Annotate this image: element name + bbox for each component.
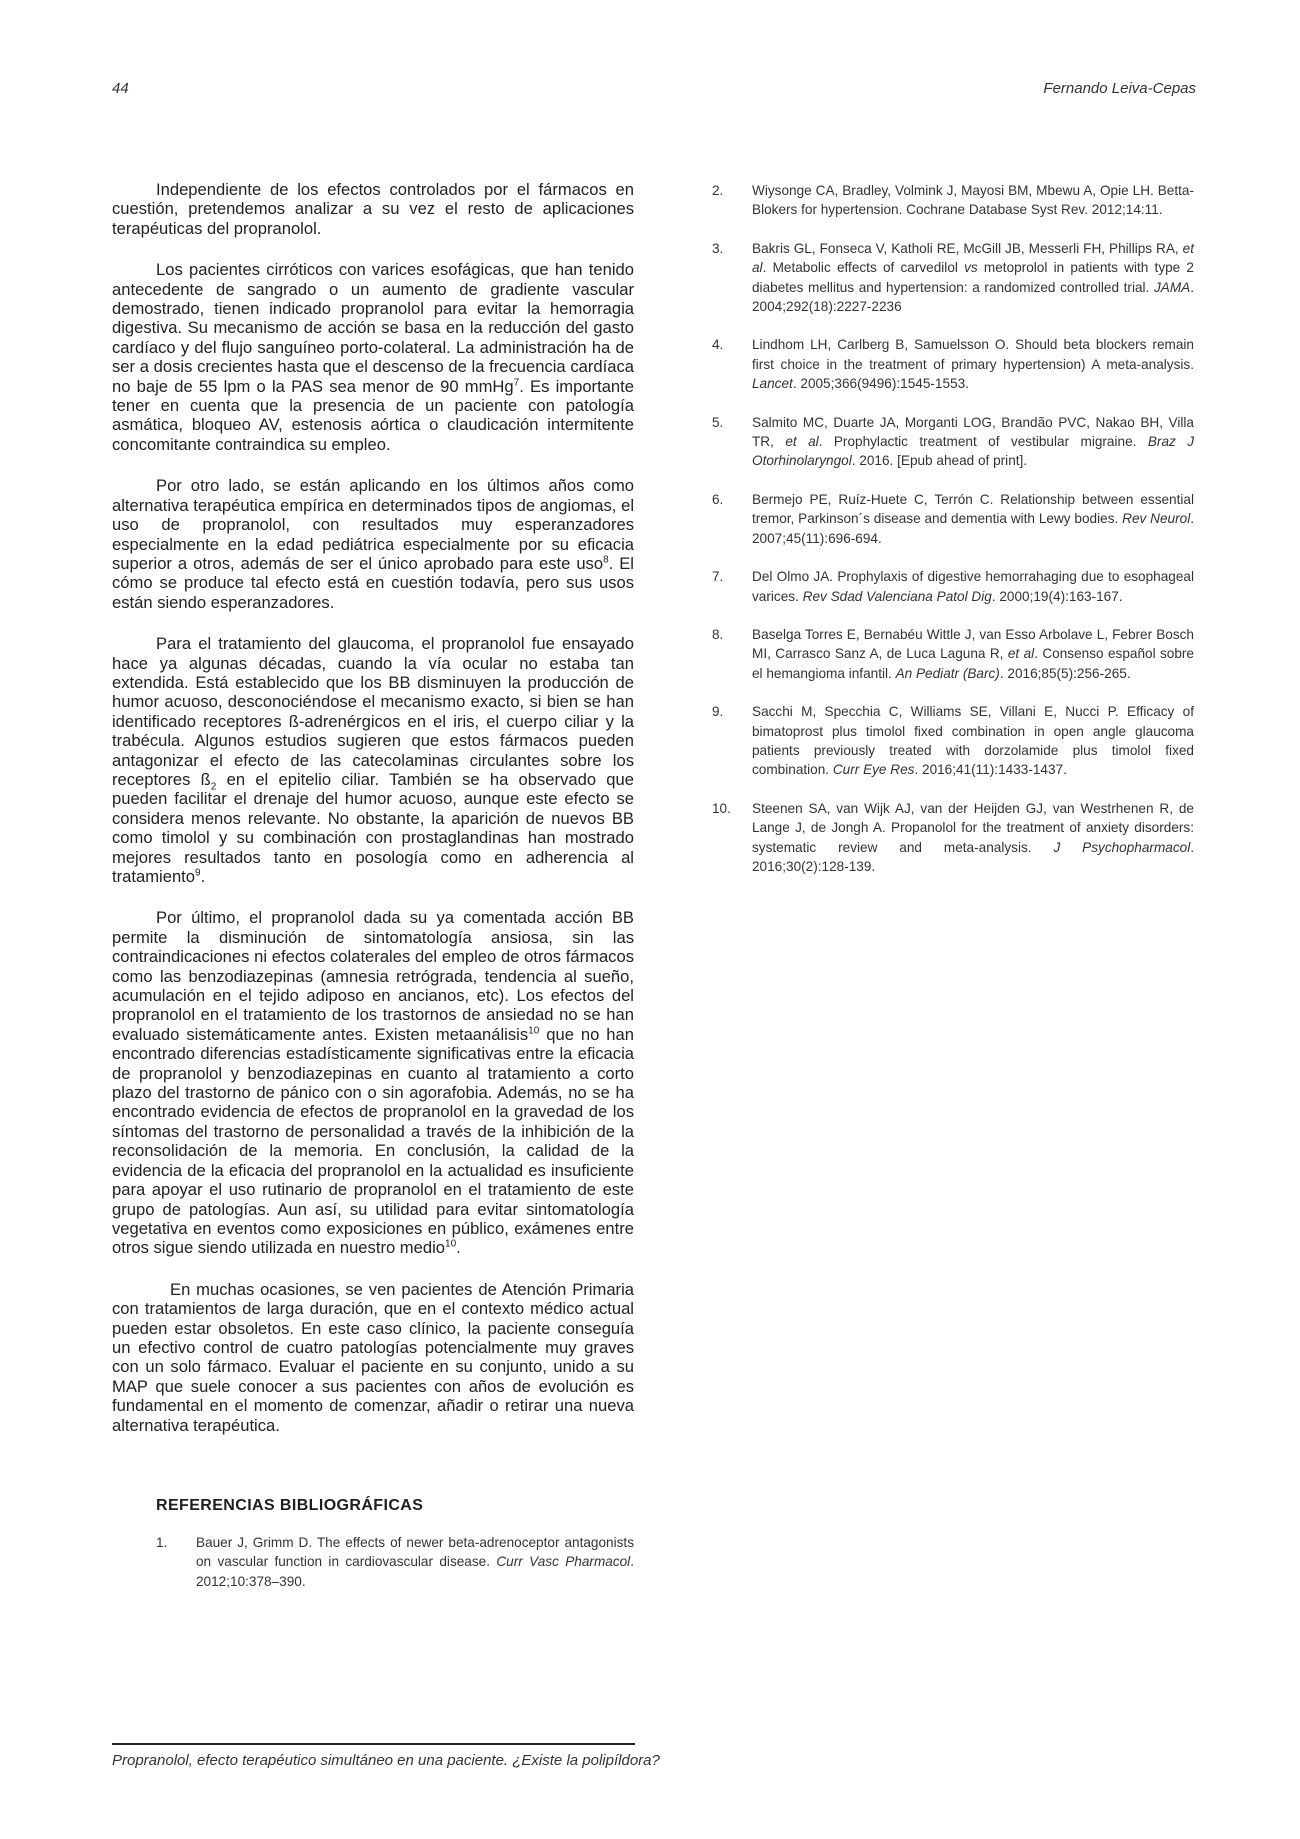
body-paragraph-4: Para el tratamiento del glaucoma, el propranolol fue ensayado hace ya algunas décadas, cuando la vía ocular no estaba tan extendida. Está establecido que los BB disminuyen la producción de humor acuoso, desconociéndose el mecanismo exacto, si bien se han identificado receptores ß-adrenérgicos en el iris, el cuerpo ciliar y la trabécula. Algunos estudios sugieren que estos fármacos pueden antagonizar el efecto de las catecolaminas circulantes sobre los receptores $ß_2$ en el epitelio ciliar. También se ha observado que pueden facilitar el drenaje del humor acuoso, aunque este efecto se considera menos relevante. No obstante, la aparición de nuevos BB como timolol y su combinación con prostaglandinas han mostrado mejores resultados tanto en posología como en adherencia al tratamiento$^9$. xyxy=(112,634,634,886)
body-paragraph-3: Por otro lado, se están aplicando en los últimos años como alternativa terapéutica empírica en determinados tipos de angiomas, el uso de propranolol, con resultados muy esperanzadores especialmente en la edad pediátrica especialmente por su eficacia superior a otros, además de ser el único aprobado para este uso$^8$. El cómo se produce tal efecto está en cuestión todavía, pero sus usos están siendo esperanzadores. xyxy=(112,476,634,612)
footer-rule xyxy=(112,1743,635,1745)
citation-superscript: 9 xyxy=(195,867,201,879)
citation-superscript: 10 xyxy=(445,1238,457,1250)
reference-item: 8. Baselga Torres E, Bernabéu Wittle J, van Esso Arbolave L, Febrer Bosch MI, Carrasco Sanz A, de Luca Laguna R, et al. Consenso español sobre el hemangioma infantil. An Pediatr (Barc). 2016;85(5):256-265. xyxy=(712,626,1194,681)
reference-item: 3. Bakris GL, Fonseca V, Katholi RE, McGill JB, Messerli FH, Phillips RA, et al. Metabolic effects of carvedilol vs metoprolol in patients with type 2 diabetes mellitus and hypertension: a randomized controlled trial. JAMA. 2004;292(18):2227-2236 xyxy=(712,240,1194,315)
reference-item: 1. Bauer J, Grimm D. The effects of newer beta-adrenoceptor antagonists on vascular function in cardiovascular disease. Curr Vasc Pharmacol. 2012;10:378–390. xyxy=(156,1534,634,1589)
body-paragraph-2: Los pacientes cirróticos con varices esofágicas, que han tenido antecedente de sangrado o un aumento de gradiente vascular demostrado, tienen indicado propranolol para evitar la hemorragia digestiva. Su mecanismo de acción se basa en la reducción del gasto cardíaco y del flujo sanguíneo porto-colateral. La administración ha de ser a dosis crecientes hasta que el descenso de la frecuencia cardíaca no baje de 55 lpm o la PAS sea menor de 90 mmHg$^7$. Es importante tener en cuenta que la presencia de un paciente con patología asmática, bloqueo AV, estenosis aórtica o claudicación intermitente concomitante contraindica su empleo. xyxy=(112,260,634,454)
subscript: 2 xyxy=(210,781,217,793)
reference-item: 10. Steenen SA, van Wijk AJ, van der Heijden GJ, van Westrhenen R, de Lange J, de Jongh A. Propanolol for the treatment of anxiety disorders: systematic review and meta-analysis. J Psychopharmacol. 2016;30(2):128-139. xyxy=(712,800,1194,874)
reference-item: 6. Bermejo PE, Ruíz-Huete C, Terrón C. Relationship between essential tremor, Parkinson´s disease and dementia with Lewy bodies. Rev Neurol. 2007;45(11):696-694. xyxy=(712,491,1194,546)
right-column xyxy=(712,181,1194,895)
citation-superscript: 7 xyxy=(513,377,520,389)
footer-article-title: Propranolol, efecto terapéutico simultáneo en una paciente. ¿Existe la polipíldora? xyxy=(112,1752,660,1769)
reference-item: 2. Wiysonge CA, Bradley, Volmink J, Mayosi BM, Mbewu A, Opie LH. Betta- Blokers for hypertension. Cochrane Database Syst Rev. 2012;14:11. xyxy=(712,183,1194,218)
reference-item: 4. Lindhom LH, Carlberg B, Samuelsson O. Should beta blockers remain first choice in the treatment of primary hypertension) A meta-analysis. Lancet. 2005;366(9496):1545-1553. xyxy=(712,337,1194,392)
body-paragraph-5: Por último, el propranolol dada su ya comentada acción BB permite la disminución de sintomatología ansiosa, sin las contraindicaciones ni efectos colaterales del empleo de otros fármacos como las benzodiazepinas (amnesia retrógrada, tendencia al sueño, acumulación en el tejido adiposo en ancianos, etc). Los efectos del propranolol en el tratamiento de los trastornos de ansiedad no se han evaluado sistemáticamente antes. Existen metaanálisis$^{10}$ que no han encontrado diferencias estadísticamente significativas entre la eficacia de propranolol y benzodiazepinas en cuanto al tratamiento a corto plazo del trastorno de pánico con o sin agorafobia. Además, no se ha encontrado evidencia de efectos de propranolol en la gravedad de los síntomas del trastorno de personalidad a través de la inhibición de la reconsolidación de la memoria. En conclusión, la calidad de la evidencia de la eficacia del propranolol en la actualidad es insuficiente para apoyar el uso rutinario de propranolol en el tratamiento de este grupo de patologías. Aun así, su utilidad para evitar sintomatología vegetativa en eventos como exposiciones en público, exámenes entre otros sigue siendo utilizada en nuestro medio$^{10}$. xyxy=(112,908,634,1258)
citation-superscript: 8 xyxy=(603,554,609,566)
body-paragraph-1: Independiente de los efectos controlados por el fármacos en cuestión, pretendemos analizar a su vez el resto de aplicaciones terapéuticas del propranolol. xyxy=(112,180,634,238)
body-paragraph-6: En muchas ocasiones, se ven pacientes de Atención Primaria con tratamientos de larga duración, que en el contexto médico actual pueden estar obsoletos. En este caso clínico, la paciente conseguía un efectivo control de cuatro patologías potencialmente muy graves con un solo fármaco. Evaluar el paciente en su conjunto, unido a su MAP que suele conocer a sus pacientes con años de evolución es fundamental en el momento de comenzar, añadir o retirar una nueva alternativa terapéutica. xyxy=(112,1279,634,1435)
citation-superscript: 10 xyxy=(528,1025,540,1037)
page-number: 44 xyxy=(112,80,129,97)
references-heading: REFERENCIAS BIBLIOGRÁFICAS xyxy=(156,1496,424,1514)
reference-item: 5. Salmito MC, Duarte JA, Morganti LOG, Brandão PVC, Nakao BH, Villa TR, et al. Prophylactic treatment of vestibular migraine. Braz J Otorhinolaryngol. 2016. [Epub ahead of print]. xyxy=(712,414,1195,469)
reference-item: 7. Del Olmo JA. Prophylaxis of digestive hemorrahaging due to esophageal varices. Rev Sdad Valenciana Patol Dig. 2000;19(4):163-167. xyxy=(712,569,1194,604)
running-head-author: Fernando Leiva-Cepas xyxy=(1043,80,1196,97)
left-column xyxy=(112,180,634,1591)
reference-item: 9. Sacchi M, Specchia C, Williams SE, Villani E, Nucci P. Efficacy of bimatoprost plus timolol fixed combination in open angle glaucoma patients previously treated with dorzolamide plus timolol fixed combination. Curr Eye Res. 2016;41(11):1433-1437. xyxy=(712,704,1194,778)
